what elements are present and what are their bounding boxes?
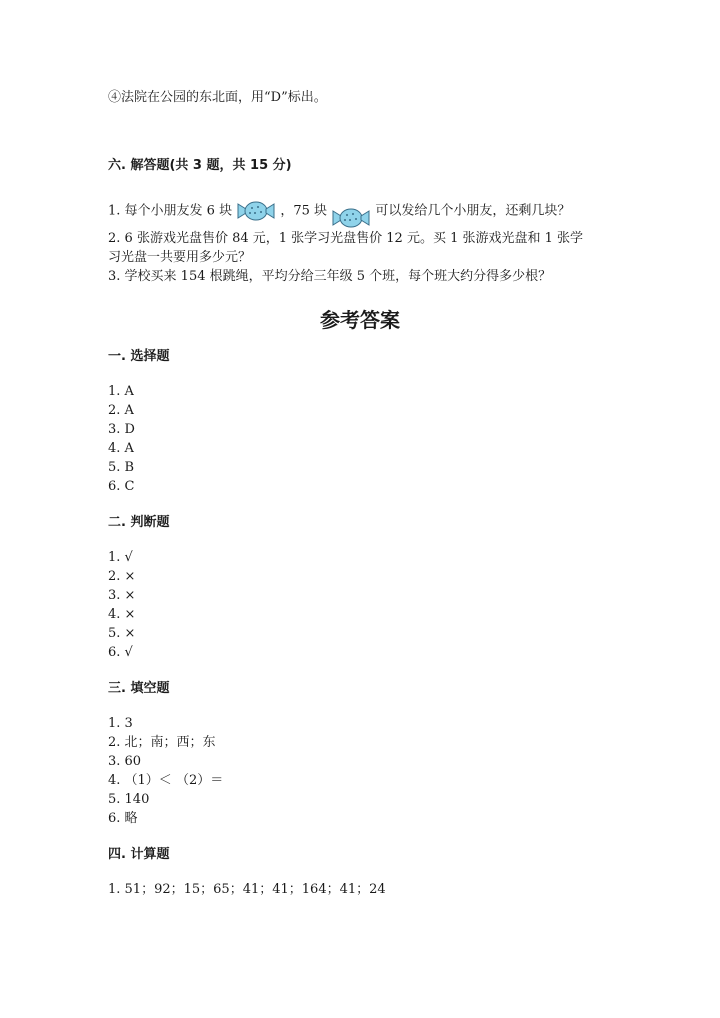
candy-icon	[331, 205, 371, 231]
answer-item: 1. √	[108, 550, 133, 565]
question-2-line-2: 习光盘一共要用多少元？	[108, 250, 252, 265]
question-3: 3. 学校买来 154 根跳绳，平均分给三年级 5 个班，每个班大约分得多少根？	[108, 269, 552, 284]
answer-item: 1. A	[108, 384, 134, 399]
answers-section-4-heading: 四. 计算题	[108, 847, 170, 862]
answer-item: 3. 60	[108, 754, 142, 769]
answer-item: 1. 3	[108, 716, 133, 731]
answer-item: 5. 140	[108, 792, 150, 807]
answer-item: 4. A	[108, 441, 134, 456]
top-note: ④法院在公园的东北面，用“D”标出。	[108, 90, 327, 105]
answer-item: 6. √	[108, 645, 133, 660]
answer-item: 6. 略	[108, 811, 138, 826]
question-1-text-b: ，75 块	[280, 203, 328, 219]
answers-title: 参考答案	[320, 308, 400, 332]
answer-item: 4. ×	[108, 607, 136, 622]
candy-icon	[236, 198, 276, 224]
answers-section-1-heading: 一. 选择题	[108, 349, 170, 364]
answer-item: 2. 北；南；西；东	[108, 735, 216, 750]
answer-item: 6. C	[108, 479, 135, 494]
question-2-line-1: 2. 6 张游戏光盘售价 84 元，1 张学习光盘售价 12 元。买 1 张游戏光盘和 1 张学	[108, 231, 584, 246]
question-1-text-a: 1. 每个小朋友发 6 块	[108, 203, 233, 219]
answer-item: 2. ×	[108, 569, 136, 584]
question-1	[108, 191, 570, 231]
answer-item: 3. ×	[108, 588, 136, 603]
answer-item: 1. 51；92；15；65；41；41；164；41；24	[108, 882, 386, 897]
answer-item: 5. B	[108, 460, 135, 475]
answers-section-3-heading: 三. 填空题	[108, 681, 170, 696]
answer-item: 4. （1）＜ （2）＝	[108, 773, 224, 788]
answers-section-2-heading: 二. 判断题	[108, 515, 170, 530]
section-six-heading: 六. 解答题(共 3 题，共 15 分)	[108, 158, 292, 173]
answer-item: 3. D	[108, 422, 135, 437]
answer-item: 2. A	[108, 403, 134, 418]
answer-item: 5. ×	[108, 626, 136, 641]
question-1-text-c: 可以发给几个小朋友，还剩几块？	[375, 203, 571, 219]
